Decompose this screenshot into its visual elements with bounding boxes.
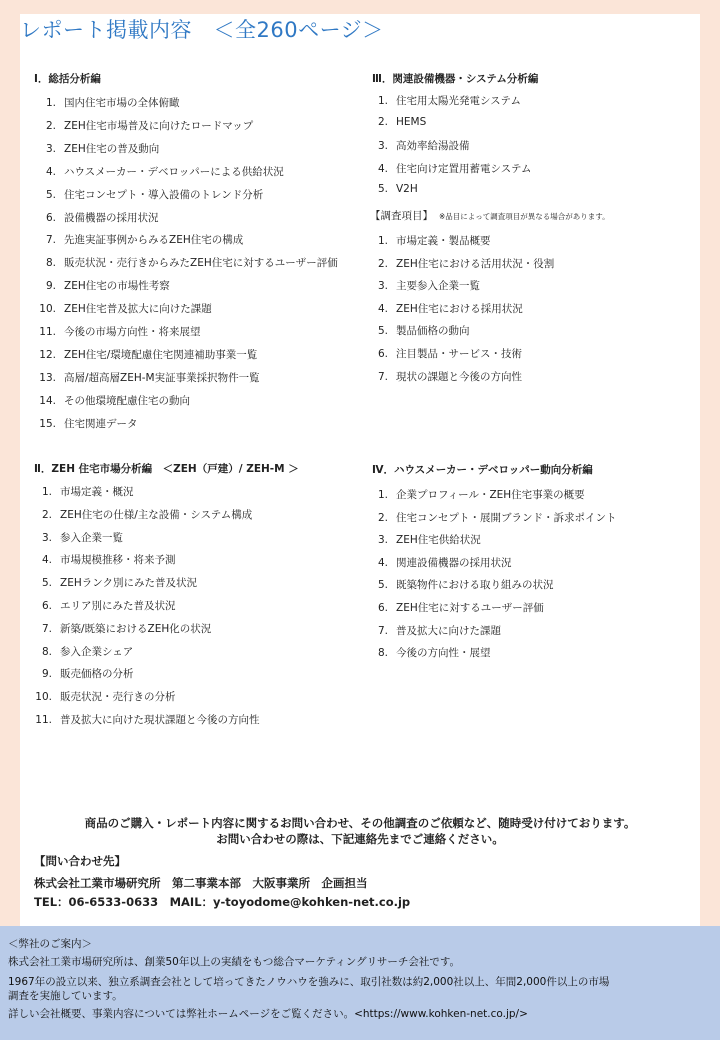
list-item: [30, 347, 257, 362]
list-item-text: ZEH住宅市場普及に向けたロードマップ: [64, 119, 254, 132]
list-item-text: 住宅コンセプト・展開ブランド・訴求ポイント: [396, 511, 617, 524]
footer-heading: ＜弊社のご案内＞: [8, 938, 92, 950]
list-item: [370, 555, 512, 570]
list-item-text: 今後の方向性・展望: [396, 647, 491, 660]
list-item-text: 主要参入企業一覧: [396, 280, 480, 293]
list-item-number: 5.: [41, 577, 52, 590]
list-item: [370, 623, 501, 638]
list-item-text: 国内住宅市場の全体俯瞰: [64, 97, 180, 109]
list-item-number: 7.: [45, 234, 56, 247]
list-item-number: 9.: [45, 280, 56, 293]
list-item: [370, 532, 481, 547]
list-item-text: ZEHランク別にみた普及状況: [60, 577, 198, 590]
list-item-text: 高効率給湯設備: [396, 140, 470, 153]
list-item-number: 4.: [377, 302, 388, 315]
list-item: [30, 712, 260, 727]
list-item-number: 1.: [45, 97, 56, 109]
list-item-text: 市場定義・製品概要: [396, 235, 491, 247]
list-item-number: 3.: [377, 534, 388, 547]
footer-line-3: 調査を実施しています。: [8, 990, 123, 1002]
survey-note: ※品目によって調査項目が異なる場合があります。: [439, 212, 610, 221]
list-item-text: 参入企業一覧: [60, 531, 123, 544]
list-item: [370, 278, 480, 293]
list-item-number: 15.: [39, 417, 56, 430]
list-item-text: 既築物件における取り組みの状況: [396, 579, 554, 592]
list-item: [370, 510, 617, 525]
list-item-text: 販売状況・売行きの分析: [60, 691, 176, 704]
list-item: [30, 164, 284, 179]
list-item-text: エリア別にみた普及状況: [60, 600, 176, 612]
list-item: [30, 484, 134, 499]
contact-notice-2: お問い合わせの際は、下記連絡先までご連絡ください。: [216, 832, 504, 846]
list-item: [30, 621, 211, 636]
list-item: [30, 370, 260, 385]
list-item-text: 普及拡大に向けた現状課題と今後の方向性: [60, 714, 260, 726]
list-item-number: 1.: [377, 489, 388, 501]
list-item-text: その他環境配慮住宅の動向: [64, 394, 190, 407]
contact-tel-mail: TEL：06-6533-0633 MAIL：y-toyodome@kohken-net.co.jp: [34, 895, 411, 909]
list-item-text: 住宅用太陽光発電システム: [396, 95, 521, 107]
list-item: [30, 507, 252, 522]
list-item-number: 4.: [377, 556, 388, 569]
list-item-text: 住宅関連データ: [64, 417, 138, 430]
list-item-text: 設備機器の採用状況: [64, 211, 159, 224]
list-item-number: 12.: [39, 348, 56, 361]
list-item-number: 3.: [377, 140, 388, 153]
list-item-text: 今後の市場方向性・将来展望: [64, 326, 201, 338]
survey-label: 【調査項目】: [370, 210, 433, 222]
list-item-number: 10.: [35, 691, 52, 704]
list-item-number: 5.: [377, 325, 388, 338]
list-item-number: 7.: [377, 624, 388, 637]
list-item: [30, 232, 243, 247]
list-item-number: 5.: [377, 183, 388, 196]
list-item-number: 13.: [39, 371, 56, 384]
list-item-number: 7.: [41, 622, 52, 635]
list-item-text: 市場定義・概況: [60, 486, 134, 498]
list-item-number: 2.: [377, 257, 388, 270]
list-item: [370, 645, 491, 660]
list-item-number: 5.: [45, 188, 56, 201]
list-item-number: 4.: [41, 554, 52, 567]
list-item-number: 8.: [45, 257, 56, 270]
list-item-number: 6.: [377, 602, 388, 614]
list-item-number: 6.: [41, 600, 52, 612]
contact-heading: 【問い合わせ先】: [34, 854, 126, 868]
list-item-number: 3.: [377, 280, 388, 293]
list-item: [30, 210, 159, 225]
section4-heading: Ⅳ．ハウスメーカー・デベロッパー動向分析編: [372, 464, 593, 476]
list-item-number: 6.: [377, 348, 388, 360]
section2-heading: Ⅱ．ZEH 住宅市場分析編 ＜ZEH（戸建）/ ZEH-M ＞: [34, 463, 299, 475]
list-item-text: 住宅向け定置用蓄電システム: [396, 162, 532, 175]
list-item: [370, 116, 426, 128]
list-item-number: 2.: [377, 115, 388, 128]
list-item: [370, 301, 523, 316]
list-item-number: 8.: [377, 647, 388, 660]
footer-line-1: 株式会社工業市場研究所は、創業50年以上の実績をもつ総合マーケティングリサーチ会社です。: [8, 956, 461, 968]
list-item-number: 3.: [45, 142, 56, 155]
list-item: [370, 323, 470, 338]
list-item: [30, 530, 123, 545]
list-item-text: ZEH住宅の市場性考察: [64, 280, 170, 293]
contact-notice-1: 商品のご購入・レポート内容に関するお問い合わせ、その他調査のご依頼など、随時受け付けております。: [84, 816, 636, 830]
list-item: [30, 118, 253, 133]
list-item: [370, 138, 470, 153]
contact-company: 株式会社工業市場研究所 第二事業本部 大阪事業所 企画担当: [34, 876, 368, 890]
list-item-text: ZEH住宅の普及動向: [64, 142, 160, 155]
section3-heading: Ⅲ．関連設備機器・システム分析編: [372, 73, 539, 85]
footer-line-2: 1967年の設立以来、独立系調査会社として培ってきたノウハウを強みに、取引社数は約2,000社以上、年間2,000件以上の市場: [8, 976, 610, 988]
list-item: [370, 369, 522, 384]
list-item-text: ZEH住宅における採用状況: [396, 302, 523, 315]
list-item: [370, 233, 491, 248]
list-item-number: 4.: [45, 165, 56, 178]
list-item-number: 8.: [41, 645, 52, 658]
list-item: [30, 416, 138, 431]
footer-line-4: 詳しい会社概要、事業内容については弊社ホームページをご覧ください。<https://www.kohken-net.co.jp/>: [8, 1008, 528, 1020]
list-item-number: 11.: [35, 714, 52, 726]
list-item: [30, 301, 212, 316]
list-item-number: 10.: [39, 303, 56, 316]
list-item: [370, 183, 418, 195]
list-item: [370, 161, 531, 176]
list-item: [30, 644, 133, 659]
list-item-number: 2.: [45, 119, 56, 132]
list-item: [370, 577, 554, 592]
list-item-text: 参入企業シェア: [60, 645, 134, 658]
list-item-text: 先進実証事例からみるZEH住宅の構成: [64, 234, 244, 247]
list-item-number: 1.: [41, 486, 52, 498]
company-info-footer: [0, 926, 720, 1040]
list-item-number: 9.: [41, 668, 52, 681]
list-item-number: 7.: [377, 370, 388, 383]
list-item: [370, 256, 554, 271]
list-item-text: V2H: [396, 183, 418, 196]
list-item: [30, 324, 201, 339]
section1-heading: Ⅰ．総括分析編: [34, 73, 101, 85]
list-item: [30, 689, 176, 704]
list-item-text: ZEH住宅普及拡大に向けた課題: [64, 303, 212, 316]
list-item-text: 現状の課題と今後の方向性: [396, 370, 522, 383]
list-item-text: 高層/超高層ZEH-M実証事業採択物件一覧: [64, 371, 260, 384]
list-item-text: 普及拡大に向けた課題: [396, 624, 501, 637]
list-item-text: ZEH住宅/環境配慮住宅関連補助事業一覧: [64, 348, 258, 361]
list-item-text: ZEH住宅に対するユーザー評価: [396, 602, 544, 614]
list-item-number: 2.: [41, 508, 52, 521]
list-item-text: ZEH住宅における活用状況・役割: [396, 257, 555, 270]
list-item-number: 6.: [45, 211, 56, 224]
list-item-text: 関連設備機器の採用状況: [396, 556, 512, 569]
list-item-number: 3.: [41, 531, 52, 544]
list-item-text: 販売価格の分析: [60, 668, 134, 681]
list-item: [370, 346, 522, 361]
list-item-text: ハウスメーカー・デベロッパーによる供給状況: [64, 165, 284, 178]
list-item: [30, 552, 176, 567]
list-item: [30, 575, 197, 590]
list-item-number: 11.: [39, 326, 56, 338]
page-title: レポート掲載内容 ＜全260ページ＞: [20, 18, 384, 42]
list-item: [370, 600, 544, 615]
list-item-text: HEMS: [396, 115, 427, 128]
list-item: [30, 666, 134, 681]
list-item: [30, 255, 338, 270]
list-item-number: 14.: [39, 394, 56, 407]
list-item: [30, 598, 176, 613]
list-item-text: 注目製品・サービス・技術: [396, 348, 522, 360]
list-item-number: 2.: [377, 511, 388, 524]
list-item: [370, 487, 585, 502]
list-item: [30, 95, 180, 110]
list-item-number: 4.: [377, 162, 388, 175]
list-item-number: 1.: [377, 95, 388, 107]
list-item: [370, 93, 521, 108]
list-item-number: 5.: [377, 579, 388, 592]
list-item: [30, 393, 190, 408]
list-item-text: 市場規模推移・将来予測: [60, 554, 176, 567]
list-item-text: 新築/既築におけるZEH化の状況: [60, 622, 212, 635]
list-item-text: ZEH住宅の仕様/主な設備・システム構成: [60, 508, 253, 521]
survey-note-row: [370, 208, 610, 223]
list-item-text: 製品価格の動向: [396, 325, 470, 338]
list-item-text: 住宅コンセプト・導入設備のトレンド分析: [64, 188, 264, 201]
list-item: [30, 278, 170, 293]
list-item: [30, 187, 263, 202]
list-item-text: ZEH住宅供給状況: [396, 534, 481, 547]
list-item: [30, 141, 159, 156]
list-item-text: 企業プロフィール・ZEH住宅事業の概要: [396, 489, 585, 501]
list-item-number: 1.: [377, 235, 388, 247]
list-item-text: 販売状況・売行きからみたZEH住宅に対するユーザー評価: [64, 257, 338, 270]
